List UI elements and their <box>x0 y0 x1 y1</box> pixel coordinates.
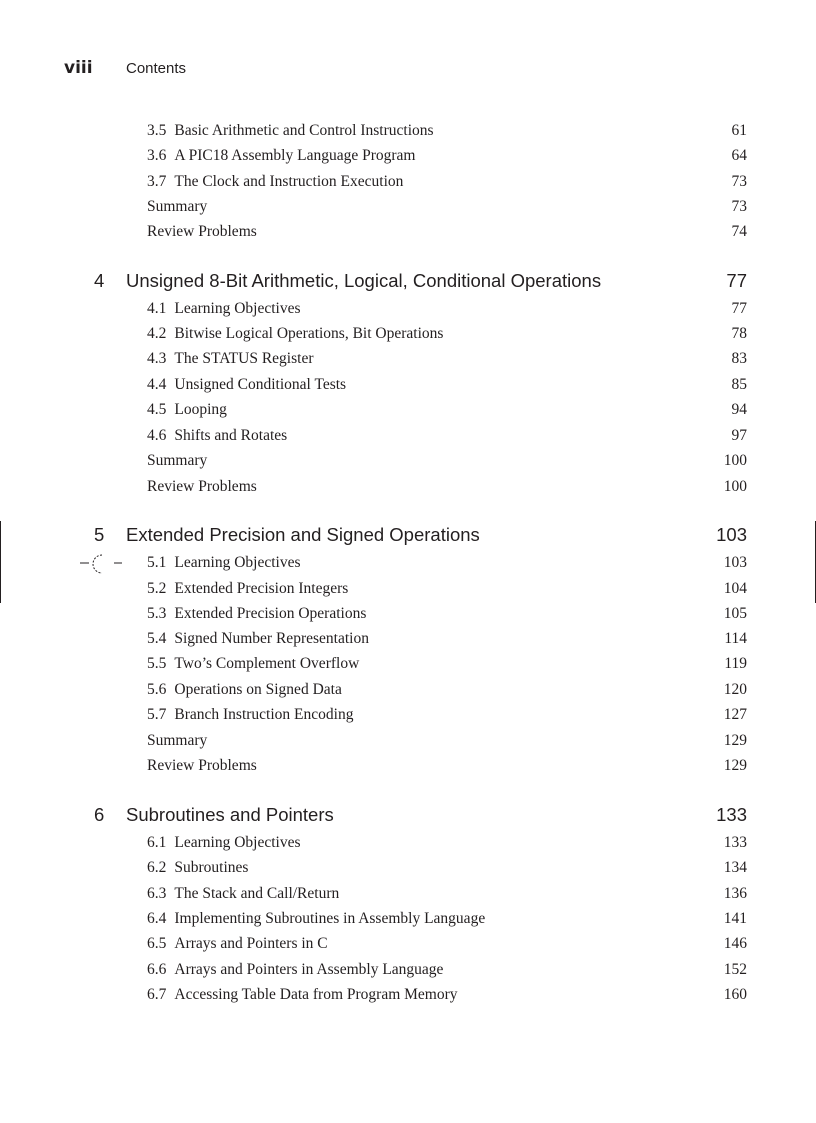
section-number: 4.5 <box>147 401 167 418</box>
crop-mark-left <box>0 521 1 603</box>
page-number: 105 <box>723 605 747 622</box>
page-number: 100 <box>723 452 747 469</box>
section-title: Two’s Complement Overflow <box>174 655 360 672</box>
toc-entry[interactable] <box>147 654 747 674</box>
toc-entry-summary[interactable] <box>147 451 747 471</box>
section-number: 5.7 <box>147 706 167 723</box>
toc-entry[interactable] <box>147 375 747 395</box>
toc-entry[interactable] <box>147 604 747 624</box>
section-title: Operations on Signed Data <box>174 681 342 698</box>
page-number: 104 <box>723 580 747 597</box>
section-number: 4.1 <box>147 300 167 317</box>
chapter-number: 6 <box>94 804 105 825</box>
section-number: 5.2 <box>147 580 167 597</box>
page-number: 133 <box>723 834 747 851</box>
toc-entry[interactable] <box>147 324 747 344</box>
section-number: 6.2 <box>147 859 167 876</box>
section-number: 4.6 <box>147 427 167 444</box>
page-number: 146 <box>723 935 747 952</box>
section-title: Branch Instruction Encoding <box>174 706 354 723</box>
section-number: 4.4 <box>147 376 167 393</box>
page-number: 85 <box>731 376 747 393</box>
section-title: A PIC18 Assembly Language Program <box>174 147 416 164</box>
section-number: 5.3 <box>147 605 167 622</box>
toc-entry[interactable] <box>147 579 747 599</box>
toc-entry-summary[interactable] <box>147 197 747 217</box>
page-folio: viii <box>64 58 93 78</box>
section-number: 4.2 <box>147 325 167 342</box>
section-number: 6.6 <box>147 961 167 978</box>
chapter-title: Unsigned 8-Bit Arithmetic, Logical, Conditional Operations <box>126 270 602 291</box>
section-title: Summary <box>147 732 208 749</box>
toc-entry[interactable] <box>147 833 747 853</box>
toc-entry-summary[interactable] <box>147 731 747 751</box>
section-number: 5.4 <box>147 630 167 647</box>
section-number: 6.1 <box>147 834 167 851</box>
section-title: Basic Arithmetic and Control Instructions <box>174 122 434 139</box>
page-number: 97 <box>731 427 747 444</box>
page-number: 141 <box>723 910 747 927</box>
section-number: 6.4 <box>147 910 167 927</box>
page-number: 83 <box>731 350 747 367</box>
running-head-title: Contents <box>126 60 187 77</box>
toc-entry[interactable] <box>147 884 747 904</box>
page-number: 134 <box>723 859 747 876</box>
section-title: Summary <box>147 198 208 215</box>
section-title: Review Problems <box>147 757 257 774</box>
page-number: 73 <box>731 198 747 215</box>
chapter-heading-4[interactable] <box>94 269 747 293</box>
section-number: 5.5 <box>147 655 167 672</box>
page-number: 73 <box>731 173 747 190</box>
section-title: Signed Number Representation <box>174 630 369 647</box>
page-number: 129 <box>723 732 747 749</box>
section-number: 3.6 <box>147 147 167 164</box>
toc-entry[interactable] <box>147 146 747 166</box>
toc-entry-review-problems[interactable] <box>147 477 747 497</box>
section-title: The Clock and Instruction Execution <box>174 173 404 190</box>
page-number: 64 <box>731 147 747 164</box>
toc-entry[interactable] <box>147 172 747 192</box>
toc-entry[interactable] <box>147 985 747 1005</box>
section-title: Arrays and Pointers in C <box>174 935 328 952</box>
section-title: Learning Objectives <box>174 554 301 571</box>
page-number: 94 <box>731 401 747 418</box>
toc-entry[interactable] <box>147 349 747 369</box>
page-number: 119 <box>724 655 747 672</box>
page-number: 120 <box>723 681 747 698</box>
chapter-number: 4 <box>94 270 105 291</box>
toc-entry-review-problems[interactable] <box>147 756 747 776</box>
page-number: 114 <box>724 630 747 647</box>
chapter-page-number: 133 <box>716 804 747 825</box>
toc-entry[interactable] <box>147 705 747 725</box>
toc-entry[interactable] <box>147 680 747 700</box>
section-title: Shifts and Rotates <box>174 427 288 444</box>
page-number: 160 <box>723 986 747 1003</box>
page-number: 61 <box>731 122 747 139</box>
section-title: Learning Objectives <box>174 300 301 317</box>
section-number: 5.1 <box>147 554 167 571</box>
section-number: 5.6 <box>147 681 167 698</box>
section-title: Review Problems <box>147 223 257 240</box>
section-title: The Stack and Call/Return <box>174 885 340 902</box>
toc-entry[interactable] <box>147 934 747 954</box>
chapter-title: Subroutines and Pointers <box>126 804 334 825</box>
section-title: Extended Precision Operations <box>174 605 367 622</box>
page-number: 100 <box>723 478 747 495</box>
section-title: Accessing Table Data from Program Memory <box>174 986 458 1003</box>
page-number: 152 <box>723 961 747 978</box>
page-number: 78 <box>731 325 747 342</box>
section-title: Review Problems <box>147 478 257 495</box>
section-title: Unsigned Conditional Tests <box>174 376 347 393</box>
toc-entry[interactable] <box>147 400 747 420</box>
toc-entry[interactable] <box>147 909 747 929</box>
registration-mark-icon <box>80 552 124 576</box>
toc-entry[interactable] <box>147 960 747 980</box>
page-number: 74 <box>731 223 747 240</box>
toc-entry[interactable] <box>147 299 747 319</box>
page-number: 129 <box>723 757 747 774</box>
chapter-number: 5 <box>94 524 105 545</box>
section-title: The STATUS Register <box>174 350 314 367</box>
section-title: Arrays and Pointers in Assembly Language <box>174 961 444 978</box>
section-number: 3.7 <box>147 173 167 190</box>
page-number: 136 <box>723 885 747 902</box>
section-number: 3.5 <box>147 122 167 139</box>
page-number: 77 <box>731 300 747 317</box>
section-number: 6.5 <box>147 935 167 952</box>
chapter-heading-6[interactable] <box>94 803 747 827</box>
toc-entry-review-problems[interactable] <box>147 222 747 242</box>
section-title: Looping <box>174 401 227 418</box>
running-head <box>64 58 186 80</box>
section-number: 6.7 <box>147 986 167 1003</box>
section-number: 4.3 <box>147 350 167 367</box>
section-title: Summary <box>147 452 208 469</box>
toc-entry[interactable] <box>147 858 747 878</box>
section-title: Bitwise Logical Operations, Bit Operations <box>174 325 444 342</box>
toc-entry[interactable] <box>147 553 747 573</box>
toc-entry[interactable] <box>147 121 747 141</box>
section-title: Learning Objectives <box>174 834 301 851</box>
toc-entry[interactable] <box>147 629 747 649</box>
section-title: Implementing Subroutines in Assembly Language <box>174 910 486 927</box>
page-number: 103 <box>723 554 747 571</box>
section-number: 6.3 <box>147 885 167 902</box>
toc-entry[interactable] <box>147 426 747 446</box>
chapter-page-number: 103 <box>716 524 747 545</box>
chapter-page-number: 77 <box>726 270 747 291</box>
section-title: Extended Precision Integers <box>174 580 349 597</box>
chapter-heading-5[interactable] <box>94 523 747 547</box>
page-number: 127 <box>723 706 747 723</box>
chapter-title: Extended Precision and Signed Operations <box>126 524 480 545</box>
section-title: Subroutines <box>174 859 249 876</box>
